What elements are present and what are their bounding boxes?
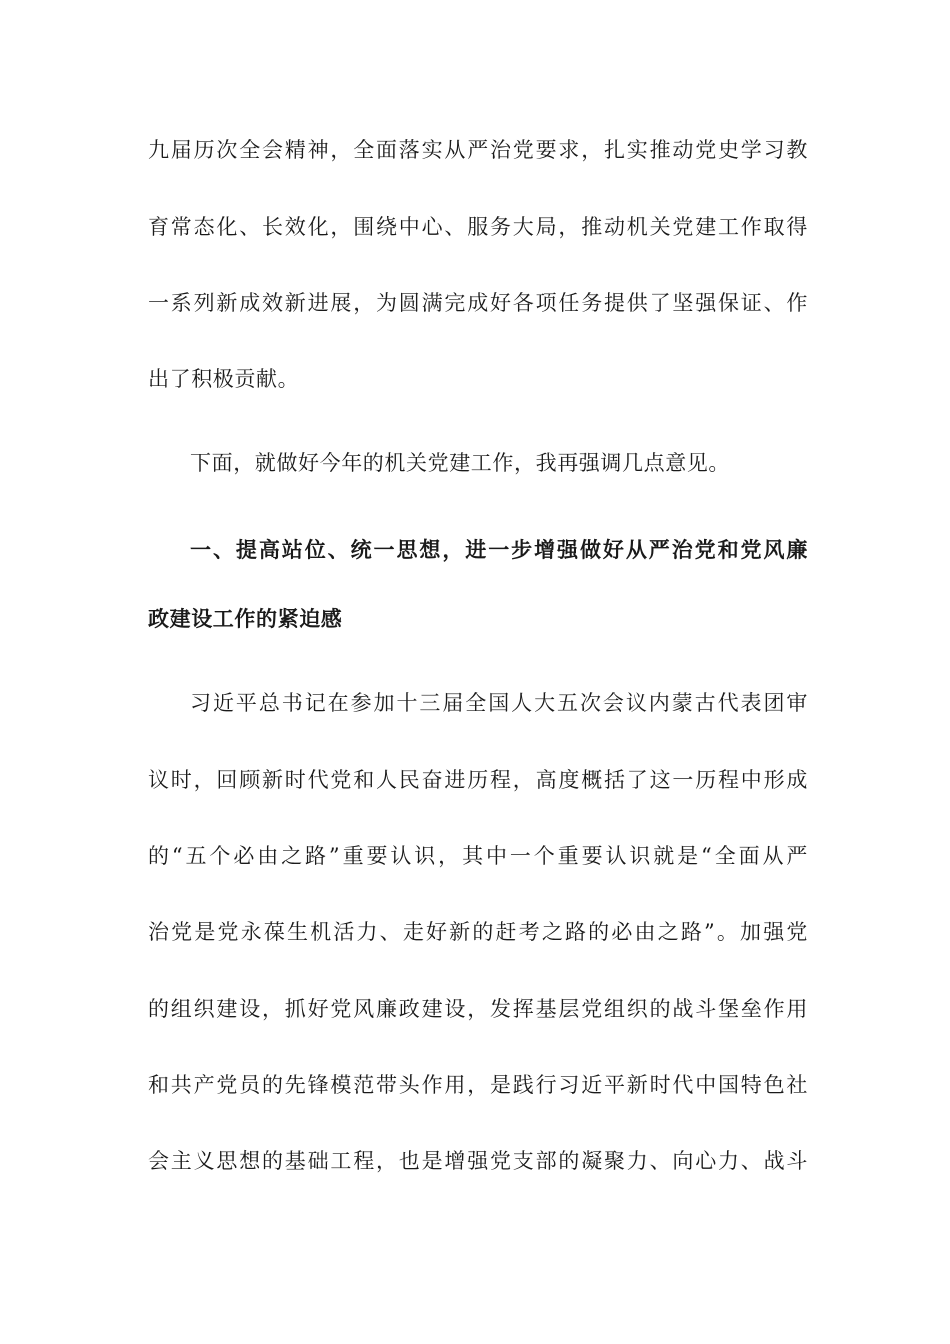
- paragraph-3-line-1: 习近平总书记在参加十三届全国人大五次会议内蒙古代表团审: [190, 691, 808, 715]
- paragraph-3-line-4: 治党是党永葆生机活力、走好新的赶考之路的必由之路”。加强党: [148, 920, 808, 944]
- section-heading-line-1: 一、提高站位、统一思想，进一步增强做好从严治党和党风廉: [190, 537, 808, 562]
- paragraph-1-line-1: 九届历次全会精神，全面落实从严治党要求，扎实推动党史学习教: [148, 138, 808, 162]
- paragraph-1-line-2: 育常态化、长效化，围绕中心、服务大局，推动机关党建工作取得: [148, 215, 808, 239]
- paragraph-1-line-4: 出了积极贡献。: [148, 367, 300, 391]
- paragraph-3-line-3: 的“五个必由之路”重要认识，其中一个重要认识就是“全面从严: [148, 844, 808, 868]
- paragraph-3-line-6: 和共产党员的先锋模范带头作用，是践行习近平新时代中国特色社: [148, 1073, 808, 1097]
- paragraph-3-line-7: 会主义思想的基础工程，也是增强党支部的凝聚力、向心力、战斗: [148, 1149, 808, 1173]
- paragraph-3-line-2: 议时，回顾新时代党和人民奋进历程，高度概括了这一历程中形成: [148, 768, 808, 792]
- paragraph-3-line-5: 的组织建设，抓好党风廉政建设，发挥基层党组织的战斗堡垒作用: [148, 997, 808, 1021]
- section-heading-line-2: 政建设工作的紧迫感: [148, 606, 343, 631]
- paragraph-2-line-1: 下面，就做好今年的机关党建工作，我再强调几点意见。: [190, 451, 730, 475]
- paragraph-1-line-3: 一系列新成效新进展，为圆满完成好各项任务提供了坚强保证、作: [148, 291, 808, 315]
